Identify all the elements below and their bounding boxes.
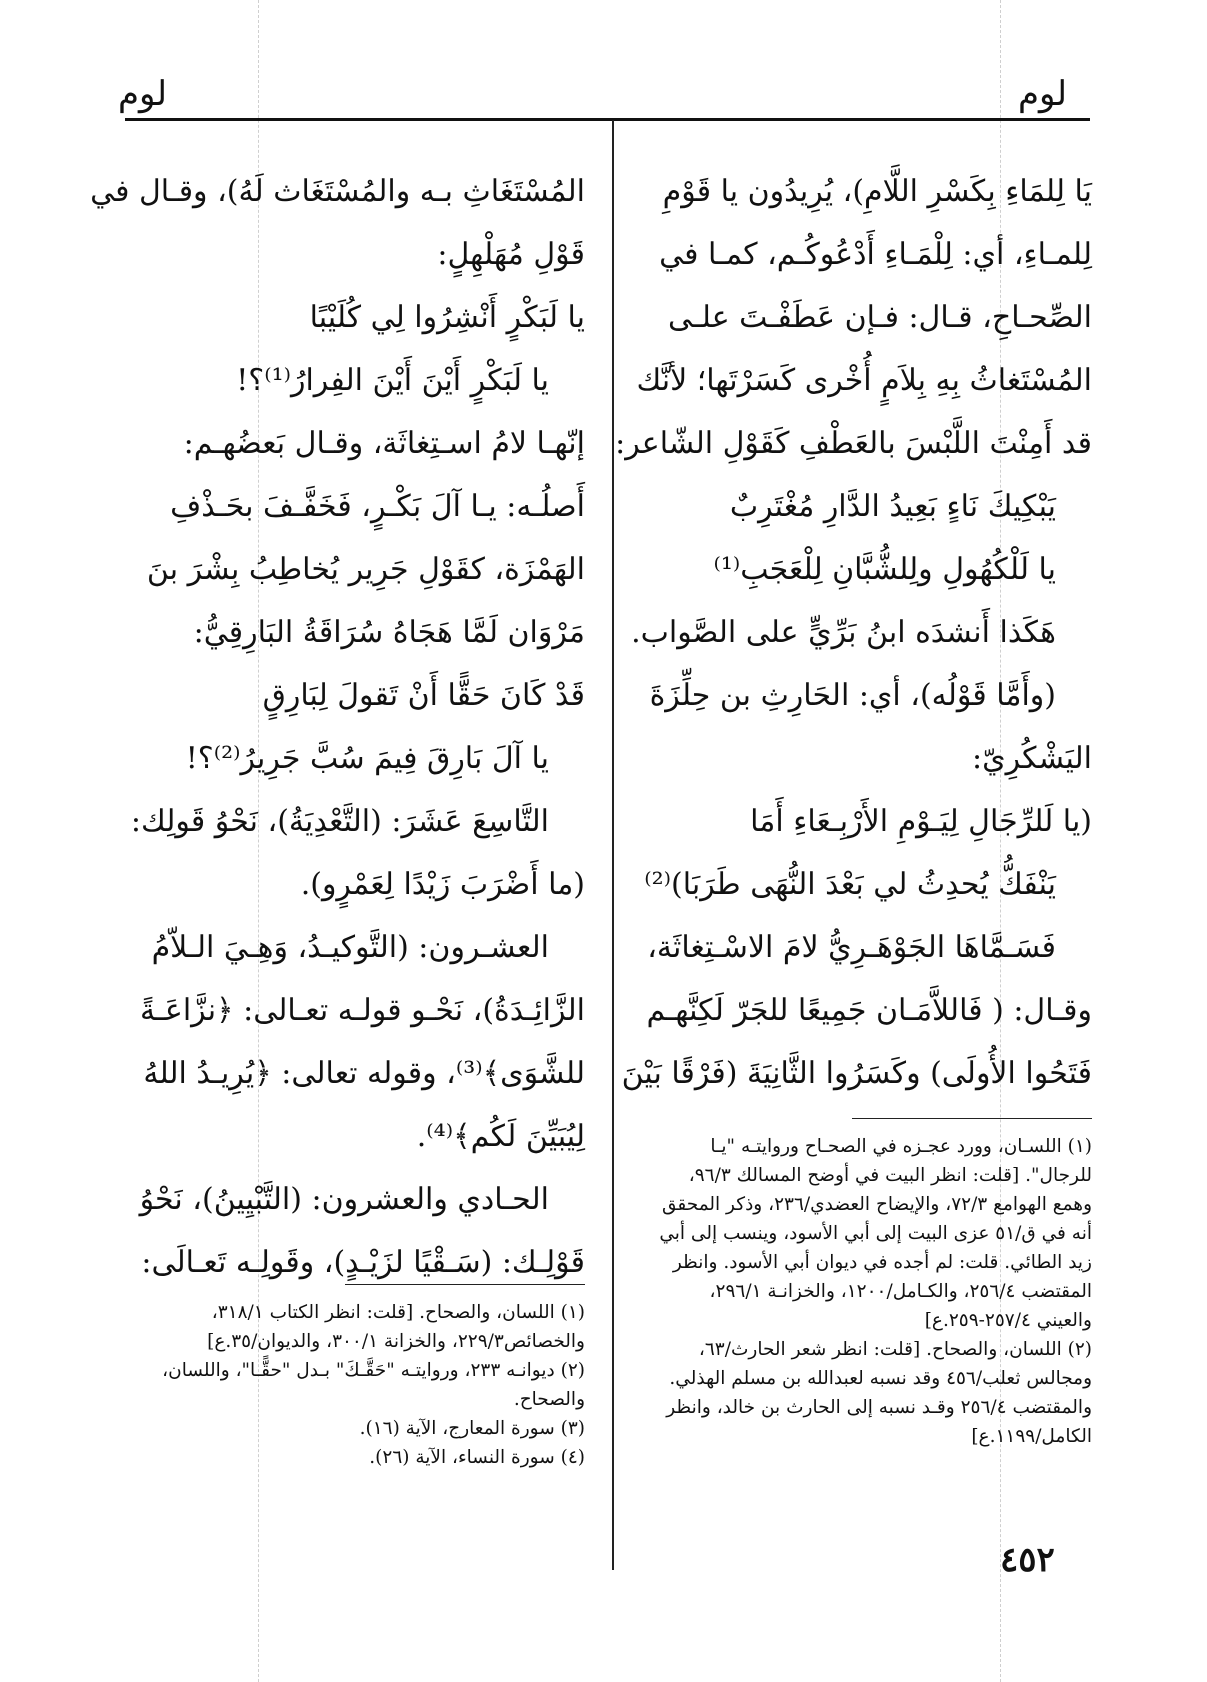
right-footnotes [652,1132,1092,1451]
body-line: إنّهـا لامُ اسـتِغاثَة، وقـال بَعضُهـم: [183,426,585,461]
body-line: العشـرون: (التَّوكيـدُ، وَهِـيَ الـلاّمُ [151,930,549,965]
footnote: (٢) ديوانـه ٢٣٣، وروايتـه "حَقَّـكَ" بـدل "حقًّـا"، واللسان، والصحاح. [162,1360,585,1410]
verse-line: يَنْفَكُّ يُحدِثُ لي بَعْدَ النُّهَى طَرَبَا)⁽²⁾ [644,867,1056,902]
left-footnotes [140,1298,585,1472]
body-line: الزَّائِـدَةُ)، نَحْـو قولـه تعـالى: ﴿نزَّاعَـةً [140,993,585,1028]
footnote: (٤) سورة النساء، الآية (٢٦). [369,1447,585,1468]
running-head-left: لوم [118,74,167,114]
body-line: المُسْتَغَاثِ بـه والمُسْتَغَاث لَهُ)، وقـال في [90,174,585,209]
body-line: هَكَذا أَنشدَه ابنُ بَرِّيٍّ على الصَّواب. [631,615,1056,650]
body-line: (ما أَضْرَبَ زَيْدًا لِعَمْرٍو). [300,867,585,902]
body-line: قد أَمِنْتَ اللَّبْسَ بالعَطْفِ كَقَوْلِ الشّاعر: [615,426,1092,461]
verse-line: قَدْ كَانَ حَقًّا أَنْ تَقولَ لِبَارِقٍ [262,678,585,713]
verse-line: يا لَبَكْرٍ أَنْشِرُوا لِي كُلَيْبًا [309,300,585,335]
footnote: (١) اللسان، والصحاح. [قلت: انظر الكتاب ٣١٨/١، والخصائص٢٢٩/٣، والخزانة ٣٠٠/١، والديوان/٣٥.ع] [207,1302,585,1352]
left-column [90,160,585,1294]
body-line: مَرْوَان لَمَّا هَجَاهُ سُرَاقَةُ البَارِقِيُّ: [193,615,585,650]
footnote: (٢) اللسان، والصحاح. [قلت: انظر شعر الحارث/٦٣، ومجالس ثعلب/٤٥٦ وقد نسبه لعبدالله بن مسلم الهذلي. والمقتضب ٢٥٦/٤ وقـد نسبه إلى الحارث بن خالد، وانظر الكامل/١١٩٩.ع] [666,1339,1092,1447]
body-line: أَصلُـه: يـا آلَ بَكْـرٍ، فَخَفَّـفَ بحَـذْفِ [170,489,585,524]
body-line: قَوْلِـك: (سَـقْيًا لزَيْـدٍ)، وقَولِـه تَعـالَى: [141,1245,585,1280]
body-line: وقـال: ( فَاللاَّمَـان جَمِيعًا للجَرّ لَكِنَّهـم [646,993,1092,1028]
verse-line: (يا لَلرِّجَالِ لِيَـوْمِ الأَرْبِـعَاءِ أَمَا [750,804,1092,839]
body-line: فَتَحُوا الأُولَى) وكَسَرُوا الثَّانِيَةَ (فَرْقًا بَيْنَ [621,1056,1092,1091]
body-line: لِلمـاءِ، أي: لِلْمَـاءِ أَدْعُوكُـم، كمـا في [659,237,1092,272]
verse-line: يا آلَ بَارِقَ فِيمَ سُبَّ جَرِيرُ⁽²⁾؟! [185,741,549,776]
body-line: فَسَـمَّاهَا الجَوْهَـرِيُّ لامَ الاسْـتِغاثَة، [647,930,1056,965]
body-line: قَوْلِ مُهَلْهِلٍ: [437,237,585,272]
column-divider [612,120,614,1570]
footnote-rule [852,1118,1092,1119]
footnote: (١) اللسـان، وورد عجـزه في الصحـاح وروايتـه "يـا للرجال". [قلت: انظر البيت في أوضح المسالك ٩٦/٣، وهمع الهوامع ٧٢/٣، والإيضاح العضدي/٢٣٦، وذكر المحقق أنه في ق/٥١ عزى البيت إلى أبي الأسود، وينسب إلى أبي زيد الطائي. قلت: لم أجده في ديوان أبي الأسود. وانظر المقتضب ٢٥٦/٤، والكـامل/١٢٠٠، والخزانـة ٢٩٦/١، والعيني ٢٥٧/٤-٢٥٩.ع] [659,1136,1092,1331]
body-line: الحـادي والعشرون: (التَّبْيِينُ)، نَحْوُ [139,1182,549,1217]
body-line: التَّاسِعَ عَشَرَ: (التَّعْدِيَةُ)، نَحْوُ قَولِك: [130,804,549,839]
running-head-right: لوم [1018,74,1067,114]
body-line: للشَّوَى﴾⁽³⁾، وقوله تعالى: ﴿يُرِيـدُ اللهُ [143,1056,585,1091]
footnote-rule [345,1284,585,1285]
right-column [615,160,1092,1105]
body-line: المُسْتَغاثُ بِهِ بِلاَمٍ أُخْرى كَسَرْتَها؛ لأنَّك [636,363,1092,398]
body-line: لِيُبَيِّنَ لَكُم﴾⁽⁴⁾. [416,1119,585,1154]
verse-line: يا لَلْكُهُولِ ولِلشُّبَّانِ لِلْعَجَبِ⁽¹⁾ [713,552,1056,587]
body-line: اليَشْكُرِيّ: [972,741,1092,776]
body-line: الهَمْزَة، كقَوْلِ جَرِير يُخاطِبُ بِشْرَ بنَ [146,552,585,587]
body-line: الصِّحـاحِ، قـال: فـإن عَطَفْـتَ علـى [667,300,1092,335]
verse-line: يَبْكِيكَ نَاءٍ بَعِيدُ الدَّارِ مُغْتَرِبٌ [729,489,1056,524]
body-line: يَا لِلمَاءِ بِكَسْرِ اللَّامِ)، يُرِيدُون يا قَوْمِ [662,174,1092,209]
body-line: (وأَمَّا قَوْلُه)، أي: الحَارِثِ بن حِلِّزَةَ [649,678,1056,713]
footnote: (٣) سورة المعارج، الآية (١٦). [359,1418,585,1439]
header-rule [125,118,1090,121]
verse-line: يا لَبَكْرٍ أَيْنَ أَيْنَ الفِرارُ⁽¹⁾؟! [236,363,549,398]
page-number: ٤٥٢ [1000,1540,1055,1580]
